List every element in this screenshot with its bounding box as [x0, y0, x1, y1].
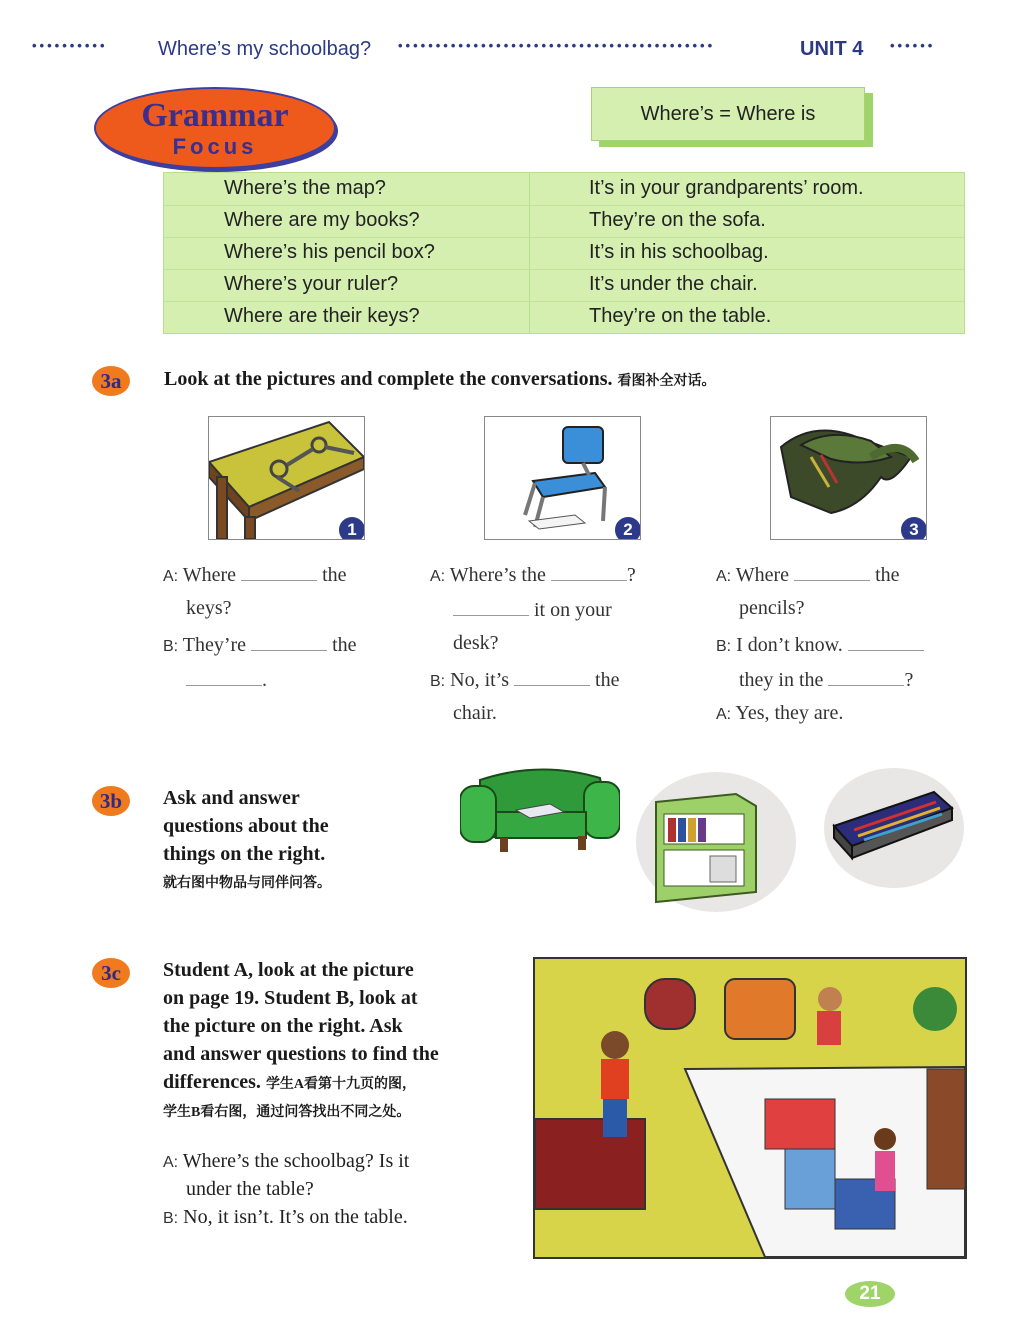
answer-blank[interactable]: [186, 667, 262, 686]
dialog-text: No, it isn’t. It’s on the table.: [183, 1206, 408, 1228]
picture-number: 2: [613, 515, 641, 540]
dialog-text: Where’s the schoolbag? Is it: [182, 1150, 410, 1172]
speaker-label: A:: [163, 568, 179, 585]
dialog-text: they in the: [739, 669, 824, 691]
table-row: [164, 205, 964, 238]
section-badge-3a: 3a: [92, 366, 130, 396]
answer-blank[interactable]: [828, 667, 904, 686]
speaker-label: A:: [716, 706, 732, 723]
grammar-table: [163, 172, 965, 334]
dialog-3c: [163, 1150, 523, 1240]
table-row: [164, 237, 964, 270]
dialog-text: ?: [904, 669, 914, 691]
page-number: 21: [845, 1281, 895, 1307]
dialog-text: pencils?: [739, 597, 805, 619]
dialog-text: I don’t know.: [736, 634, 843, 656]
bag-picture: [770, 416, 927, 540]
answer-blank[interactable]: [514, 667, 590, 686]
chair-picture: [484, 416, 641, 540]
dialog-text: chair.: [453, 702, 497, 724]
instruction-3c-cn: 学生A看第十九页的图，: [265, 1077, 417, 1092]
keys-on-table-picture: [208, 416, 365, 540]
grammar-focus-badge: [94, 87, 336, 169]
dialog-2: [430, 562, 680, 732]
dialog-1: [163, 562, 393, 702]
dialog-text: keys?: [186, 597, 232, 619]
instruction-3c-cn: 学生B看右图，通过问答找出不同之处。: [163, 1105, 411, 1120]
answer-blank[interactable]: [551, 562, 627, 581]
instruction-3a-text: Look at the pictures and complete the conversations.: [164, 368, 613, 390]
sofa-picture: [460, 760, 620, 860]
instruction-3c: [163, 956, 439, 1127]
dialog-text: No, it’s: [450, 669, 510, 691]
table-answer: It’s under the chair.: [589, 273, 758, 295]
dialog-text: Where: [735, 564, 790, 586]
instruction-3c-line: the picture on the right. Ask: [163, 1015, 403, 1037]
grammar-focus-title: Grammar: [141, 97, 289, 134]
table-row: [164, 173, 964, 206]
speaker-label: B:: [163, 638, 179, 655]
dialog-text: it on your: [534, 599, 612, 621]
instruction-3b-line: questions about the: [163, 815, 329, 837]
dialog-text: .: [262, 669, 267, 691]
answer-blank[interactable]: [453, 597, 529, 616]
dialog-text: ?: [626, 564, 636, 586]
answer-blank[interactable]: [251, 632, 327, 651]
table-question: Where are their keys?: [224, 305, 420, 327]
room-illustration: [535, 959, 965, 1257]
table-answer: They’re on the sofa.: [589, 209, 766, 231]
pencil-box-illustration: [824, 768, 964, 888]
instruction-3b-cn: 就右图中物品与同伴问答。: [163, 876, 331, 891]
page-header-title: Where’s my schoolbag?: [158, 38, 372, 60]
answer-blank[interactable]: [241, 562, 317, 581]
dialog-text: the: [875, 564, 900, 586]
answer-blank[interactable]: [794, 562, 870, 581]
table-row: [164, 269, 964, 302]
dialog-text: Yes, they are.: [735, 702, 844, 724]
section-badge-3c: 3c: [92, 958, 130, 988]
speaker-label: B:: [163, 1210, 179, 1227]
dialog-text: Where: [182, 564, 237, 586]
header-dots-right: ••••••: [890, 38, 936, 53]
table-row: [164, 301, 964, 333]
unit-label: UNIT 4: [800, 38, 864, 60]
table-question: Where’s your ruler?: [224, 273, 399, 295]
table-answer: They’re on the table.: [589, 305, 772, 327]
speaker-label: A:: [163, 1154, 179, 1171]
picture-number: 3: [899, 515, 927, 540]
table-question: Where’s his pencil box?: [224, 241, 435, 263]
dialog-text: the: [332, 634, 357, 656]
instruction-3a-cn: 看图补全对话。: [617, 374, 716, 389]
header-dots-left: ••••••••••: [32, 38, 108, 53]
instruction-3b: [163, 784, 331, 898]
answer-blank[interactable]: [848, 632, 924, 651]
instruction-3a: [164, 365, 716, 396]
instruction-3c-line: on page 19. Student B, look at: [163, 987, 418, 1009]
dialog-text: the: [595, 669, 620, 691]
instruction-3c-line: differences.: [163, 1071, 261, 1093]
header-dots-middle: ••••••••••••••••••••••••••••••••••••••••••: [398, 38, 716, 53]
dialog-text: desk?: [453, 632, 499, 654]
dialog-text: the: [322, 564, 347, 586]
section-badge-3b: 3b: [92, 786, 130, 816]
dialog-3: [716, 562, 966, 732]
instruction-3c-line: and answer questions to find the: [163, 1043, 439, 1065]
table-answer: It’s in his schoolbag.: [589, 241, 769, 263]
instruction-3b-line: Ask and answer: [163, 787, 300, 809]
dialog-text: Where’s the: [449, 564, 546, 586]
bookcase-illustration: [636, 772, 796, 912]
speaker-label: A:: [716, 568, 732, 585]
picture-number: 1: [337, 515, 365, 540]
table-question: Where’s the map?: [224, 177, 386, 199]
instruction-3c-line: Student A, look at the picture: [163, 959, 414, 981]
grammar-focus-subtitle: Focus: [172, 134, 258, 159]
table-answer: It’s in your grandparents’ room.: [589, 177, 864, 199]
pencil-box-picture: [824, 768, 964, 888]
instruction-3b-line: things on the right.: [163, 843, 326, 865]
table-question: Where are my books?: [224, 209, 420, 231]
room-picture: [533, 957, 967, 1259]
speaker-label: B:: [716, 638, 732, 655]
contraction-note: Where’s = Where is: [591, 87, 865, 141]
speaker-label: B:: [430, 673, 446, 690]
bookcase-picture: [636, 772, 796, 912]
dialog-text: under the table?: [186, 1178, 314, 1200]
speaker-label: A:: [430, 568, 446, 585]
dialog-text: They’re: [182, 634, 247, 656]
